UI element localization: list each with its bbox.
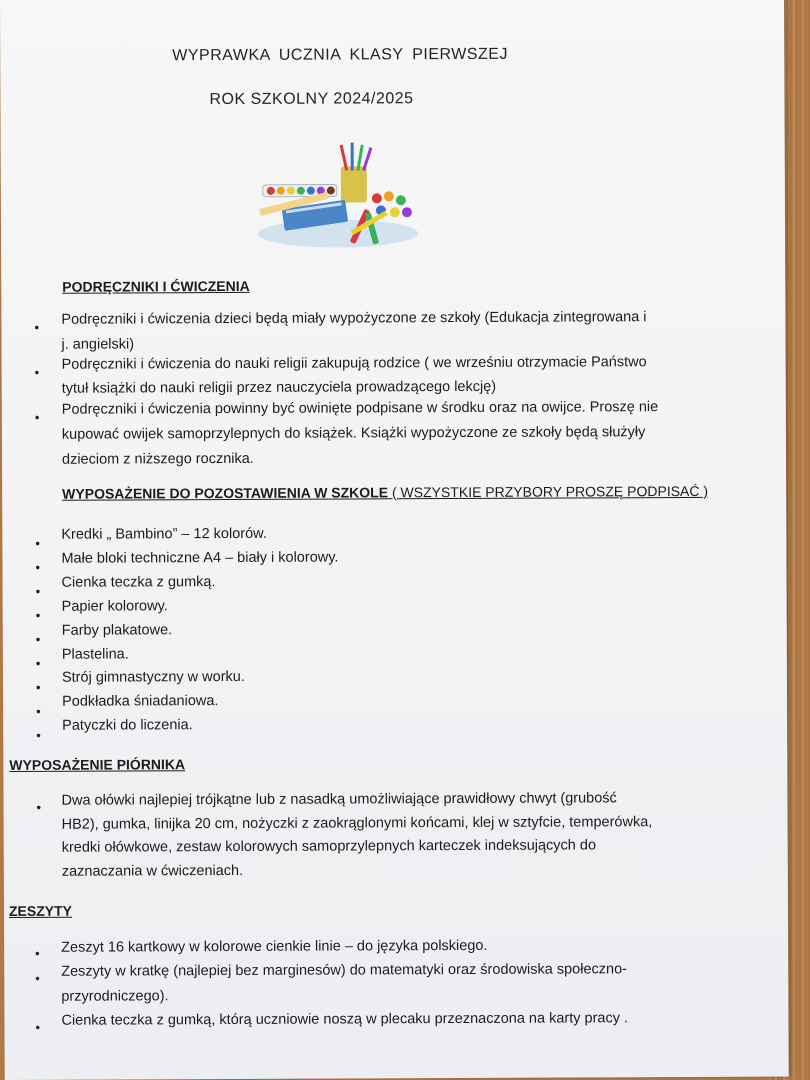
bullet: • bbox=[35, 1019, 41, 1035]
list-item-line: j. angielski) bbox=[61, 336, 135, 353]
section-heading-pencil-case: WYPOSAŻENIE PIÓRNIKA bbox=[9, 756, 186, 773]
list-item: Strój gimnastyczny w worku. bbox=[61, 668, 245, 686]
list-item-line: Dwa ołówki najlepiej trójkątne lub z nasadką umożliwiające prawidłowy chwyt (grubość bbox=[61, 790, 617, 809]
bullet: • bbox=[34, 409, 40, 425]
list-item-line: kupować owijek samoprzylepnych do książek. Książki wypożyczone ze szkoły będą służyły bbox=[61, 424, 646, 443]
bullet: • bbox=[35, 679, 41, 695]
section-heading-textbooks: PODRĘCZNIKI I ĆWICZENIA bbox=[62, 277, 250, 295]
bullet: • bbox=[35, 535, 40, 551]
list-item-line: Cienka teczka z gumką, którą uczniowie noszą w plecaku przeznaczona na karty pracy . bbox=[61, 1010, 629, 1029]
list-item-line: Zeszyty w kratkę (najlepiej bez marginesów) do matematyki oraz środowiska społeczno- bbox=[61, 961, 628, 980]
list-item-line: przyrodniczego). bbox=[61, 988, 169, 1005]
list-item-line: HB2), gumka, linijka 20 cm, nożyczki z zaokrąglonymi końcami, klej w sztyfcie, temperówka, bbox=[61, 814, 653, 833]
list-item: Kredki „ Bambino” – 12 kolorów. bbox=[61, 525, 267, 543]
list-item: Cienka teczka z gumką. bbox=[61, 574, 216, 591]
bullet: • bbox=[36, 727, 41, 743]
list-item-line: Podręczniki i ćwiczenia do nauki religii zakupują rodzice ( we wrześniu otrzymacie Państwo bbox=[61, 354, 647, 373]
list-item: Patyczki do liczenia. bbox=[62, 717, 193, 734]
school-supplies-illustration-icon bbox=[253, 138, 424, 254]
document-title: WYPRAWKA UCZNIA KLASY PIERWSZEJ bbox=[172, 45, 508, 65]
list-item-line: Podręczniki i ćwiczenia powinny być owinięte podpisane w środku oraz na owijce. Proszę nie bbox=[61, 399, 659, 418]
list-item: Farby plakatowe. bbox=[61, 622, 173, 639]
list-item: Małe bloki techniczne A4 – biały i kolorowy. bbox=[61, 549, 339, 567]
list-item-line: zaznaczania w ćwiczeniach. bbox=[61, 862, 244, 880]
bullet: • bbox=[34, 364, 40, 380]
section-heading-school-supplies bbox=[62, 483, 708, 502]
list-item-line: tytuł książki do nauki religii przez nauczyciela prowadzącego lekcję) bbox=[61, 378, 497, 397]
list-item-line: dzieciom z niższego rocznika. bbox=[61, 450, 254, 468]
list-item-line: Podręczniki i ćwiczenia dzieci będą miały wypożyczone ze szkoły (Edukacja zintegrowana i bbox=[61, 309, 647, 328]
list-item-line: Zeszyt 16 kartkowy w kolorowe cienkie linie – do języka polskiego. bbox=[61, 937, 488, 956]
document-subtitle: ROK SZKOLNY 2024/2025 bbox=[209, 90, 414, 109]
list-item-line: kredki ołówkowe, zestaw kolorowych samoprzylepnych karteczek indeksujących do bbox=[61, 837, 597, 856]
bullet: • bbox=[35, 607, 41, 623]
bullet: • bbox=[35, 970, 40, 986]
bullet: • bbox=[35, 655, 41, 671]
list-item: Papier kolorowy. bbox=[61, 598, 168, 615]
bullet: • bbox=[35, 559, 41, 575]
bullet: • bbox=[34, 319, 40, 335]
section-heading-text: WYPOSAŻENIE DO POZOSTAWIENIA W SZKOLE bbox=[62, 484, 389, 502]
bullet: • bbox=[36, 799, 42, 815]
bullet: • bbox=[35, 945, 40, 961]
bullet: • bbox=[36, 703, 41, 719]
bullet: • bbox=[35, 583, 41, 599]
list-item: Plastelina. bbox=[61, 646, 129, 663]
section-heading-notebooks: ZESZYTY bbox=[8, 902, 73, 919]
section-heading-note: ( WSZYSTKIE PRZYBORY PROSZĘ PODPISAĆ ) bbox=[388, 482, 709, 501]
list-item: Podkładka śniadaniowa. bbox=[62, 693, 219, 710]
bullet: • bbox=[35, 631, 41, 647]
